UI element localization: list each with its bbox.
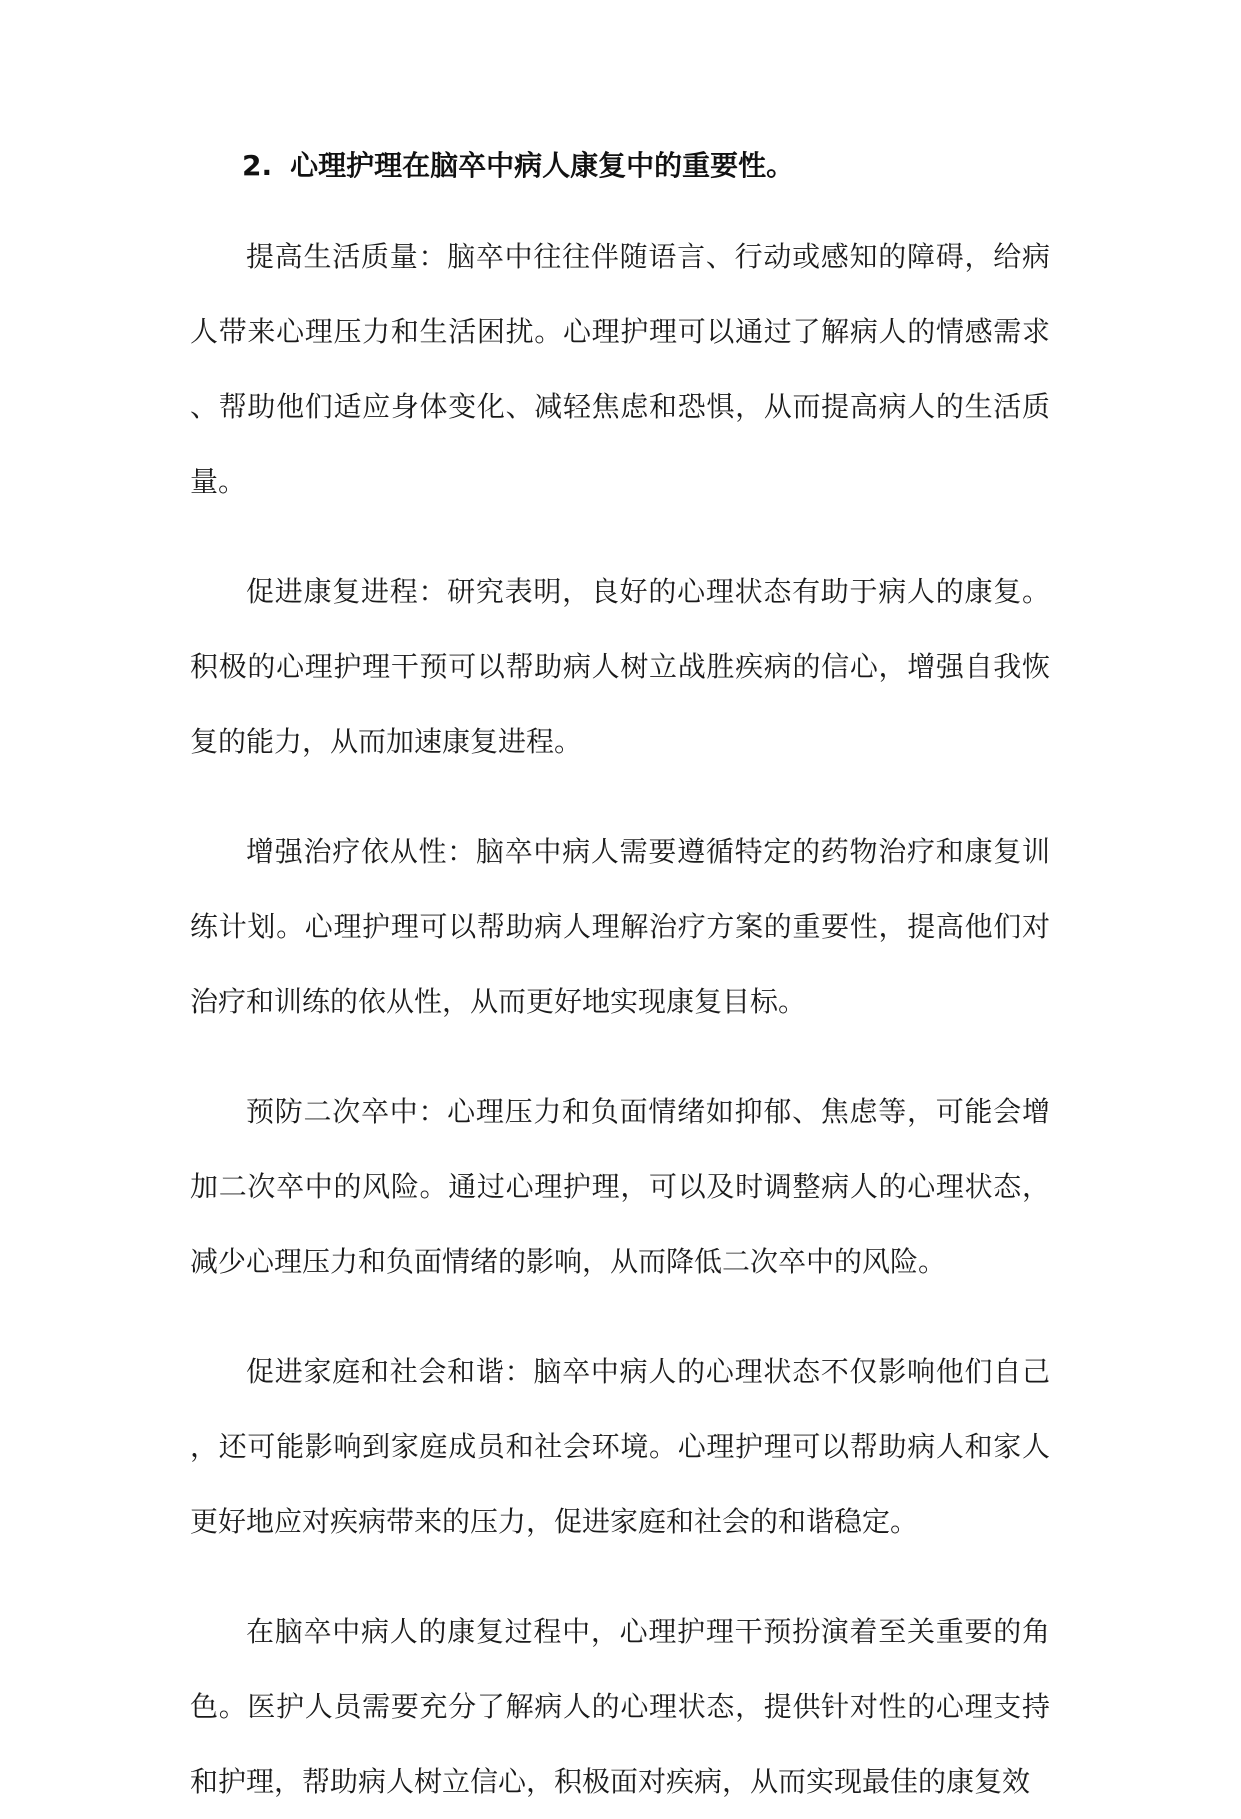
section-title: 心理护理在脑卒中病人康复中的重要性。 (290, 149, 795, 182)
paragraph-recovery-progress: 促进康复进程：研究表明，良好的心理状态有助于病人的康复。积极的心理护理干预可以帮助病人树立战胜疾病的信心，增强自我恢复的能力，从而加速康复进程。 (190, 575, 1050, 758)
paragraph-conclusion: 在脑卒中病人的康复过程中，心理护理干预扮演着至关重要的角色。医护人员需要充分了解病人的心理状态，提供针对性的心理支持和护理，帮助病人树立信心，积极面对疾病，从而实现最佳的康复效 (190, 1615, 1050, 1798)
document-body (190, 146, 1050, 1819)
paragraph-family-social-harmony: 促进家庭和社会和谐：脑卒中病人的心理状态不仅影响他们自己，还可能影响到家庭成员和社会环境。心理护理可以帮助病人和家人更好地应对疾病带来的压力，促进家庭和社会的和谐稳定。 (190, 1355, 1050, 1538)
paragraph-quality-of-life: 提高生活质量：脑卒中往往伴随语言、行动或感知的障碍，给病人带来心理压力和生活困扰。心理护理可以通过了解病人的情感需求、帮助他们适应身体变化、减轻焦虑和恐惧，从而提高病人的生活质量。 (190, 240, 1050, 498)
paragraph-prevent-second-stroke: 预防二次卒中：心理压力和负面情绪如抑郁、焦虑等，可能会增加二次卒中的风险。通过心理护理，可以及时调整病人的心理状态，减少心理压力和负面情绪的影响，从而降低二次卒中的风险。 (190, 1095, 1050, 1278)
section-heading (190, 146, 1050, 186)
paragraph-treatment-compliance: 增强治疗依从性：脑卒中病人需要遵循特定的药物治疗和康复训练计划。心理护理可以帮助病人理解治疗方案的重要性，提高他们对治疗和训练的依从性，从而更好地实现康复目标。 (190, 835, 1050, 1018)
section-number: 2. (242, 149, 273, 182)
